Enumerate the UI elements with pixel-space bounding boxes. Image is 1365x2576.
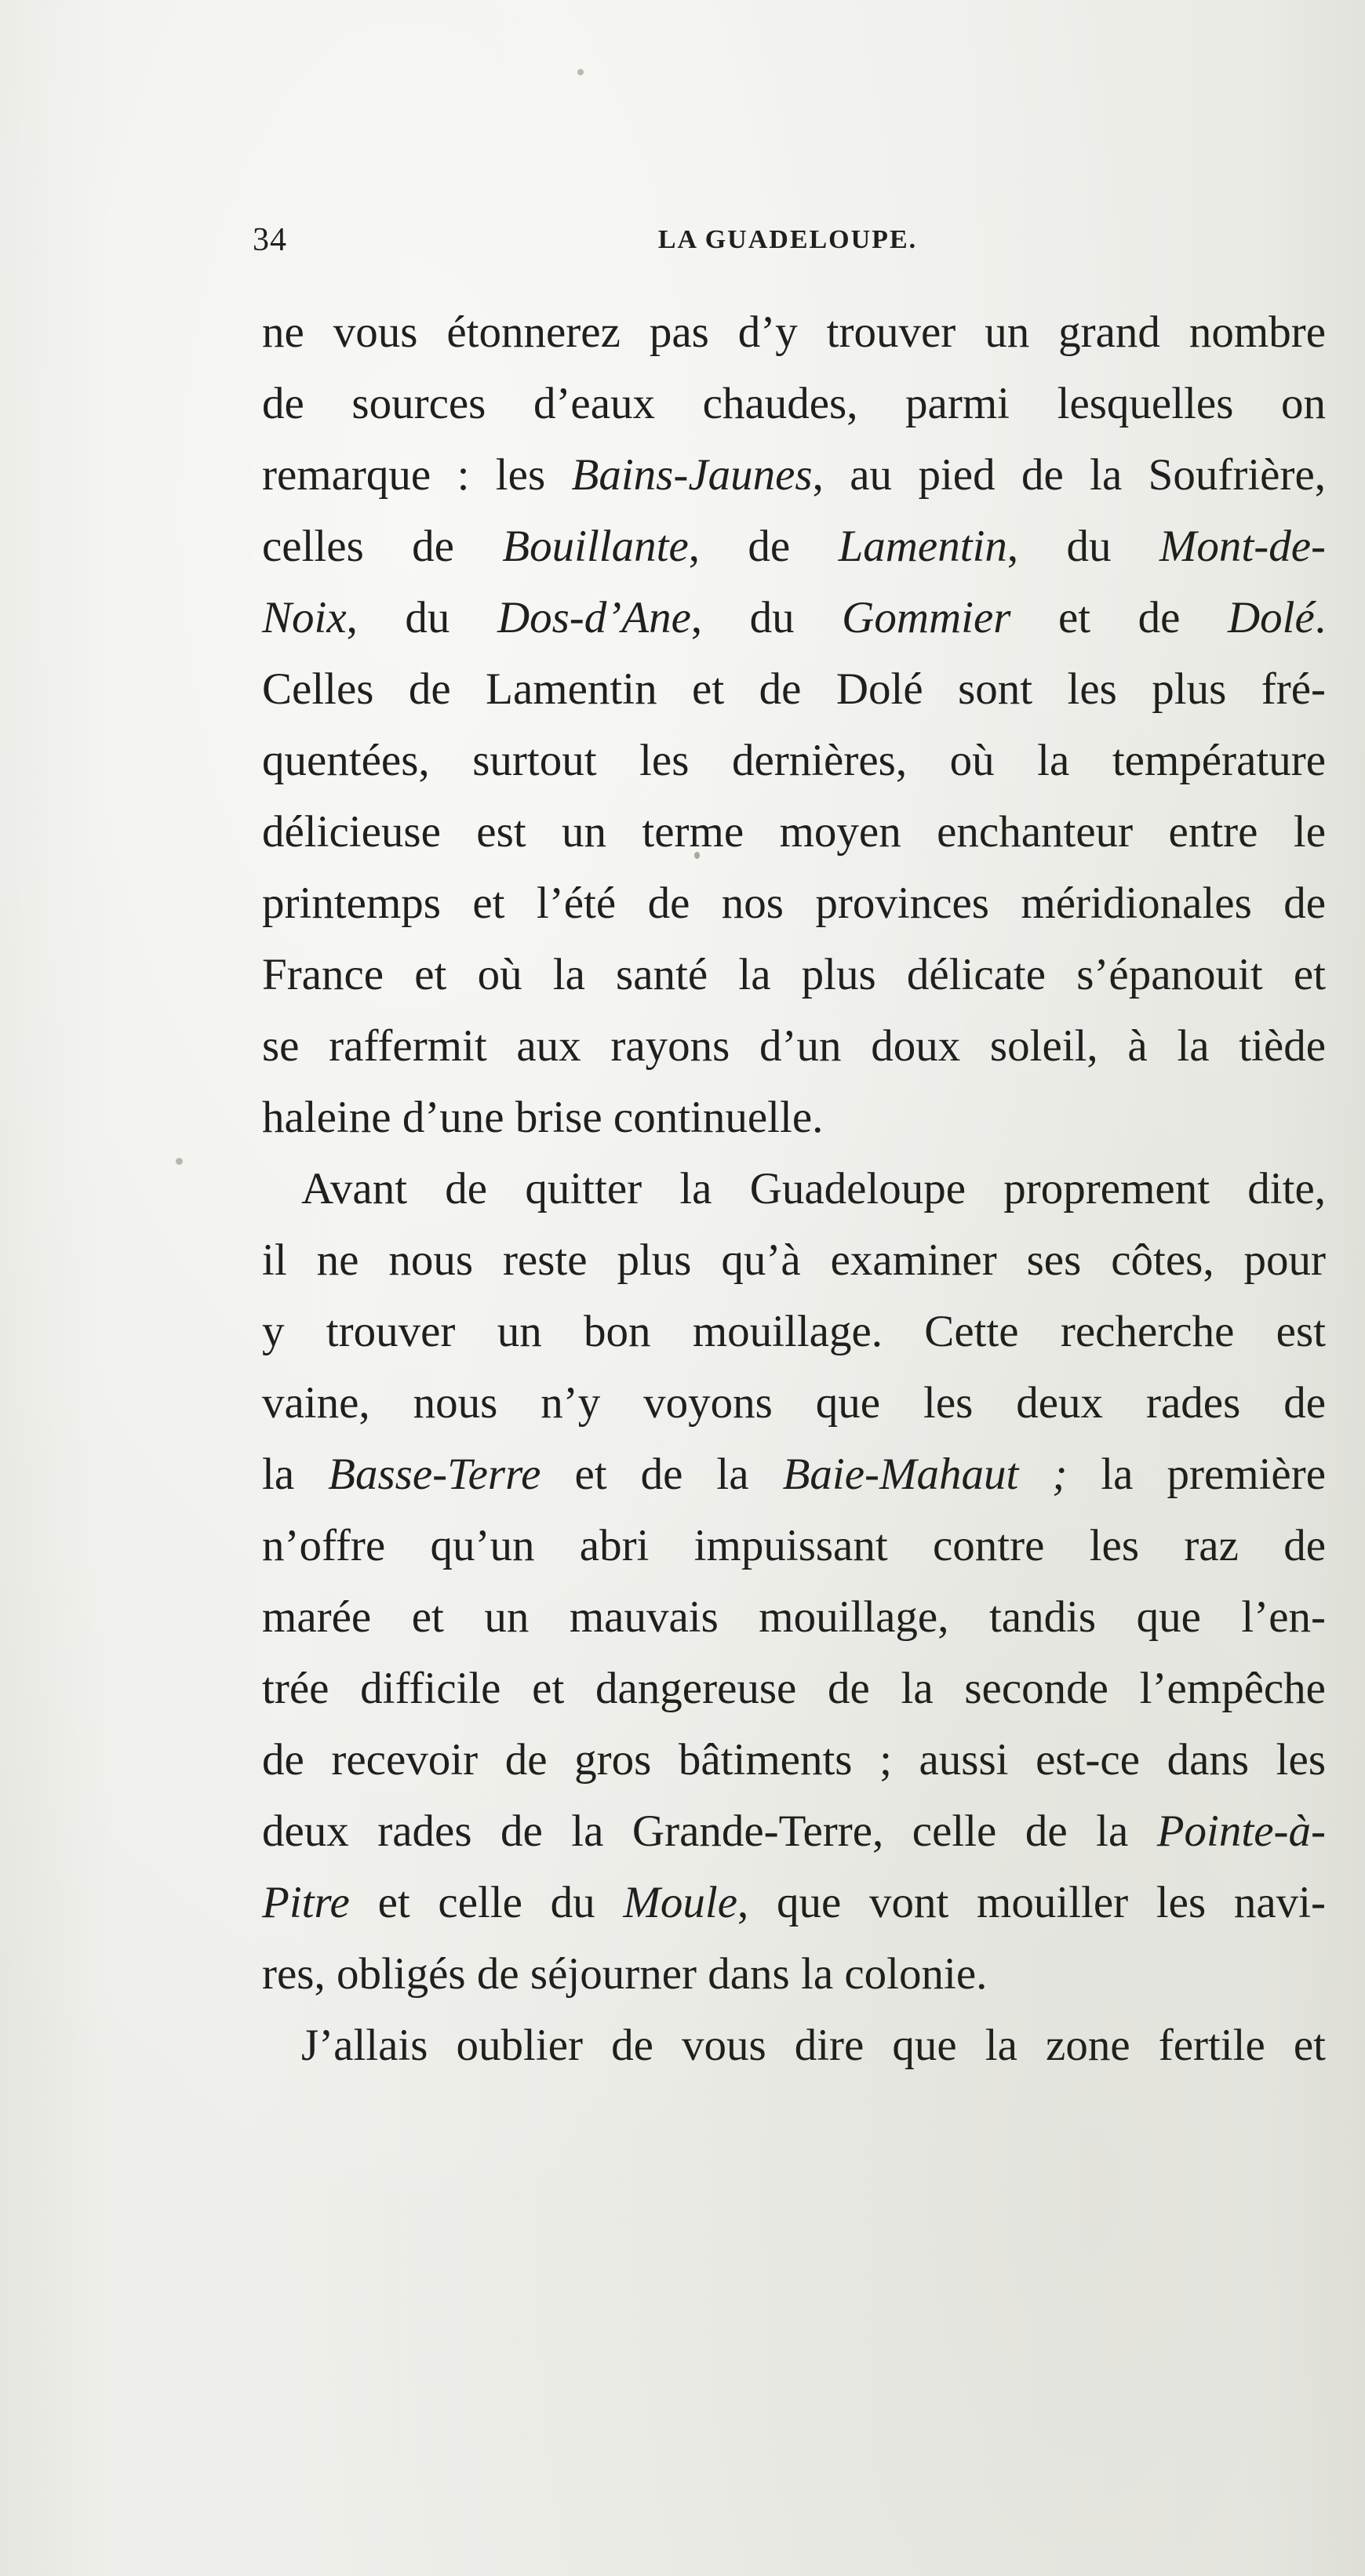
text-span: , du <box>690 593 843 642</box>
italic-text: Dos-d’Ane <box>497 593 691 642</box>
text-line <box>262 1796 1326 1867</box>
text-span: , de <box>688 522 839 571</box>
italic-text: Moule <box>623 1878 738 1927</box>
text-line <box>262 1224 1326 1296</box>
text-span: , au pied de la Soufrière, <box>812 450 1326 500</box>
text-span: délicieuse est un terme moyen enchanteur entre le <box>262 807 1326 857</box>
text-line <box>262 1010 1326 1082</box>
text-span: marée et un mauvais mouillage, tandis que l’en- <box>262 1592 1326 1642</box>
text-line <box>262 1439 1326 1510</box>
text-span: celles de <box>262 522 503 571</box>
text-line <box>262 1510 1326 1581</box>
text-span: printemps et l’été de nos provinces méridionales de <box>262 879 1326 928</box>
italic-text: Noix <box>262 593 347 642</box>
text-line <box>262 582 1326 653</box>
text-span: n’offre qu’un abri impuissant contre les raz de <box>262 1521 1326 1570</box>
italic-text: Baie-Mahaut ; <box>782 1450 1068 1499</box>
text-span: haleine d’une brise continuelle. <box>262 1093 824 1142</box>
text-span: de sources d’eaux chaudes, parmi lesquelles on <box>262 379 1326 428</box>
text-span: France et où la santé la plus délicate s’épanouit et <box>262 950 1326 999</box>
text-line <box>262 297 1326 368</box>
text-span: . <box>1314 593 1327 642</box>
running-title: LA GUADELOUPE. <box>657 225 918 254</box>
text-line <box>262 511 1326 582</box>
text-span: ne vous étonnerez pas d’y trouver un grand nombre <box>262 307 1326 357</box>
text-span: vaine, nous n’y voyons que les deux rades de <box>262 1378 1326 1428</box>
text-span: deux rades de la Grande-Terre, celle de la <box>262 1806 1157 1856</box>
text-span: la première <box>1067 1450 1327 1499</box>
text-line <box>262 439 1326 511</box>
text-line <box>262 939 1326 1010</box>
text-span: se raffermit aux rayons d’un doux soleil, à la tiède <box>262 1021 1326 1071</box>
text-span: trée difficile et dangereuse de la seconde l’empêche <box>262 1664 1326 1713</box>
text-span: Avant de quitter la Guadeloupe proprement dite, <box>301 1164 1326 1213</box>
text-line <box>262 653 1326 725</box>
text-span: et de la <box>541 1450 783 1499</box>
text-line <box>262 1581 1326 1653</box>
text-span: Celles de Lamentin et de Dolé sont les plus fré- <box>262 664 1326 714</box>
text-span: y trouver un bon mouillage. Cette recherche est <box>262 1307 1326 1356</box>
page-number: 34 <box>253 222 287 258</box>
text-span: la <box>262 1450 329 1499</box>
italic-text: Pitre <box>262 1878 350 1927</box>
text-span: , du <box>1006 522 1159 571</box>
text-span: et de <box>1010 593 1228 642</box>
text-line <box>262 1938 1326 2010</box>
paper-speck <box>176 1158 183 1165</box>
italic-text: Bouillante <box>502 522 689 571</box>
italic-text: Gommier <box>842 593 1011 642</box>
italic-text: Basse-Terre <box>328 1450 541 1499</box>
text-line <box>262 1653 1326 1724</box>
text-span: J’allais oublier de vous dire que la zone fertile et <box>301 2021 1326 2070</box>
text-line <box>262 2010 1326 2081</box>
text-span: il ne nous reste plus qu’à examiner ses côtes, pour <box>262 1235 1326 1285</box>
text-line <box>262 1867 1326 1938</box>
text-span: res, obligés de séjourner dans la colonie. <box>262 1949 988 1999</box>
text-line <box>262 1724 1326 1796</box>
text-line <box>262 725 1326 796</box>
body-text <box>262 297 1326 2081</box>
text-line <box>262 1367 1326 1439</box>
italic-text: Pointe-à- <box>1156 1806 1326 1856</box>
italic-text: Dolé <box>1227 593 1315 642</box>
text-span: de recevoir de gros bâtiments ; aussi est-ce dans les <box>262 1735 1326 1785</box>
text-span: remarque : les <box>262 450 572 500</box>
text-span: quentées, surtout les dernières, où la température <box>262 736 1326 785</box>
text-span: et celle du <box>349 1878 624 1927</box>
italic-text: Bains-Jaunes <box>571 450 813 500</box>
text-line <box>262 1082 1326 1153</box>
text-line <box>262 1296 1326 1367</box>
italic-text: Lamentin <box>838 522 1007 571</box>
page-header <box>253 216 1326 264</box>
text-line <box>262 1153 1326 1224</box>
paper-speck <box>577 69 584 75</box>
italic-text: Mont-de- <box>1159 522 1326 571</box>
text-span: , du <box>346 593 497 642</box>
text-line <box>262 368 1326 439</box>
text-line <box>262 796 1326 868</box>
text-span: , que vont mouiller les navi- <box>737 1878 1326 1927</box>
text-line <box>262 868 1326 939</box>
